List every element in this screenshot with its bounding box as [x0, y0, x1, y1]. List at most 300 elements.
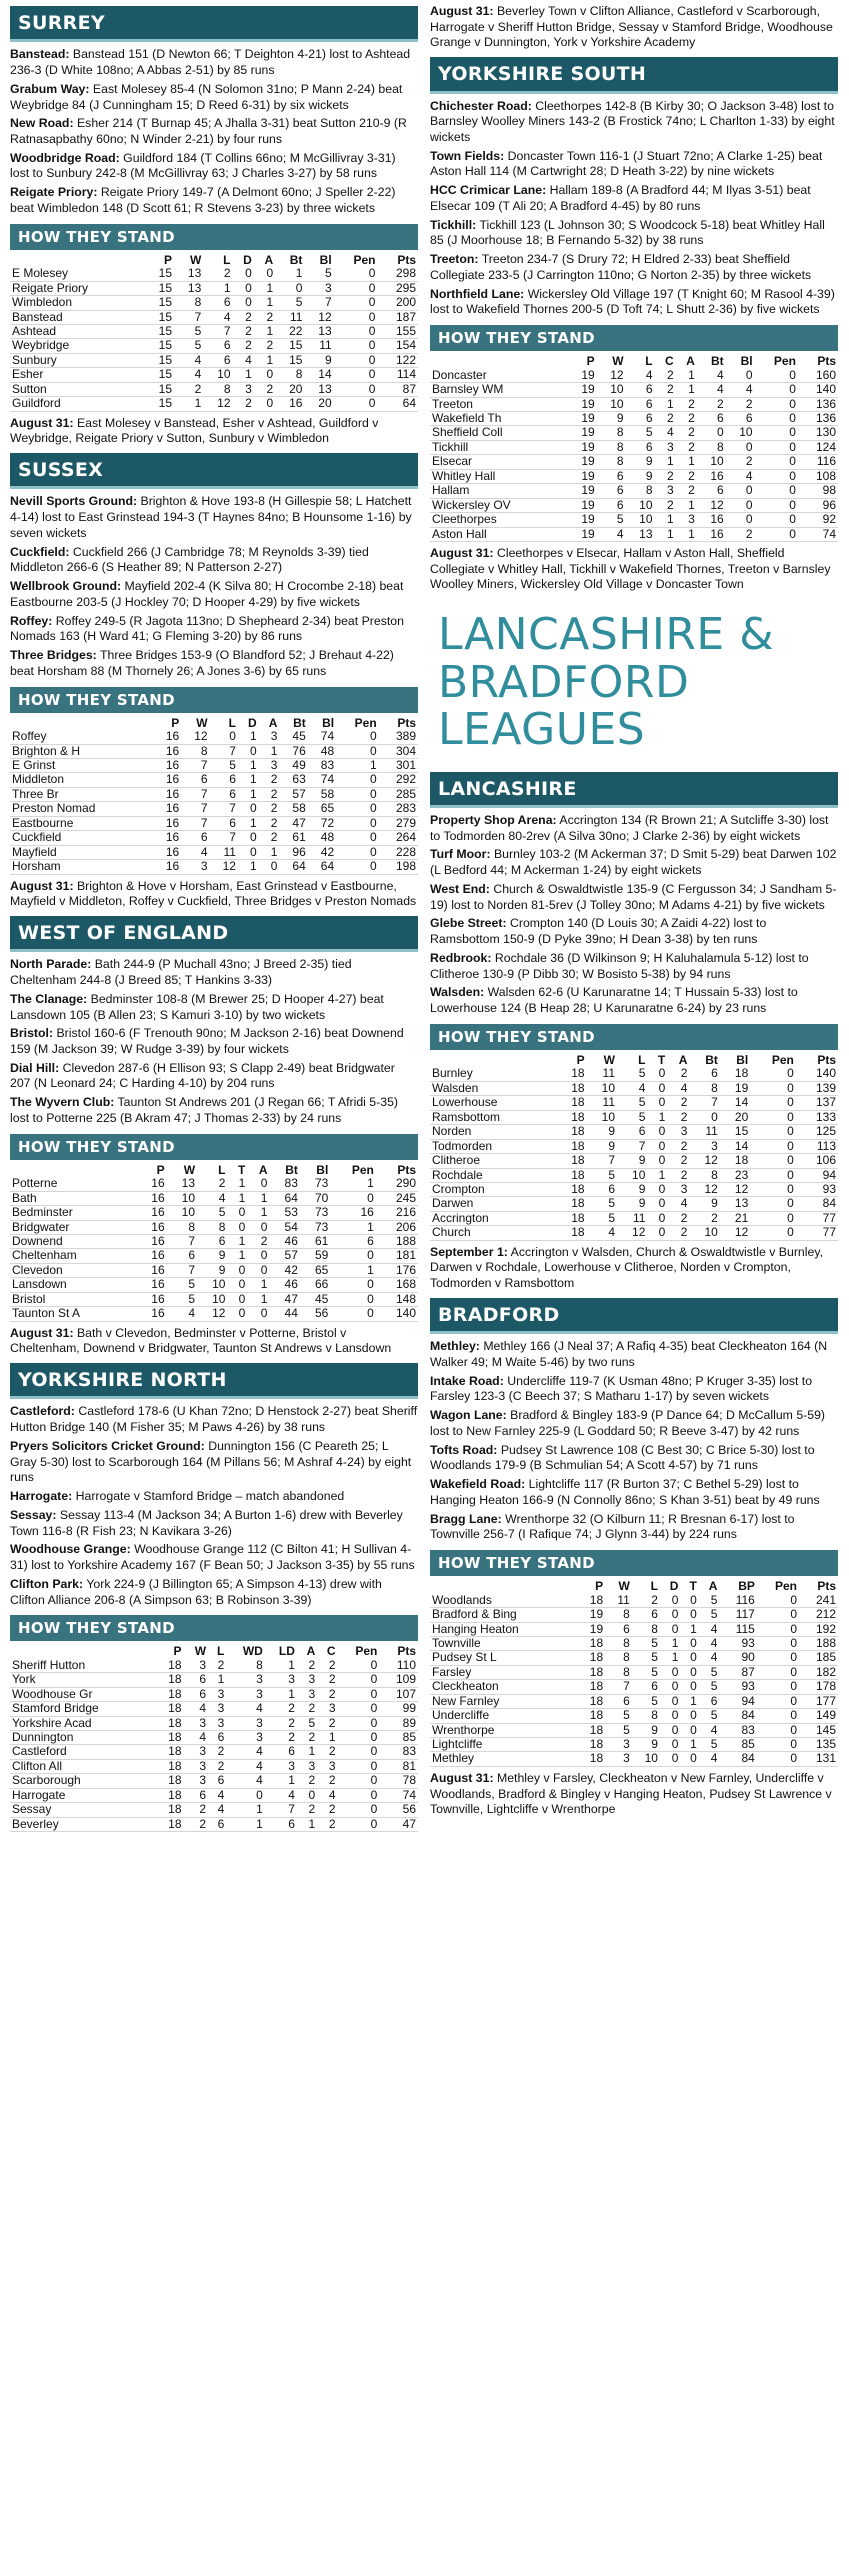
stat-cell: 94 [796, 1168, 838, 1182]
fixtures-list: Brighton & Hove v Horsham, East Grinstead v Eastbourne, Mayfield v Middleton, Roffey v Cuckfield, Three Bridges v Preston Nomads [10, 878, 417, 909]
stat-cell: 0 [247, 1220, 269, 1234]
team-name: Hallam [430, 484, 568, 498]
table-row [430, 1168, 838, 1182]
stat-cell: 2 [726, 455, 755, 469]
stat-cell: 6 [203, 353, 232, 367]
match-venue: Dial Hill: [10, 1060, 60, 1075]
stat-cell: 1 [275, 267, 304, 281]
match-report: Methley 166 (J Neal 37; A Rafiq 4-35) beat Cleckheaton 164 (N Walker 49; M Waite 5-46) by two runs [430, 1339, 828, 1369]
column-header: P [171, 715, 180, 730]
stat-cell: 5 [699, 1608, 720, 1622]
stat-cell: 12 [210, 860, 238, 874]
column-header: Bt [285, 1162, 298, 1177]
stat-cell: 12 [617, 1226, 647, 1240]
stat-cell: 0 [755, 498, 798, 512]
match-report: Bradford & Bingley 183-9 (P Dance 64; D McCallum 5-59) lost to New Farnley 225-9 (L Goddard 50; R Beeve 3-47) by 42 runs [430, 1408, 826, 1438]
team-name: Wrenthorpe [430, 1723, 577, 1737]
stat-cell: 72 [308, 816, 336, 830]
stat-cell: 15 [145, 267, 174, 281]
table-row [430, 484, 838, 498]
stat-cell: 16 [136, 1263, 166, 1277]
table-row [430, 455, 838, 469]
stat-cell: 3 [317, 1702, 337, 1716]
stat-cell: 0 [750, 1081, 796, 1095]
stat-cell: 8 [203, 382, 232, 396]
stat-cell: 66 [300, 1278, 330, 1292]
stat-cell: 0 [750, 1067, 796, 1081]
stat-cell: 0 [660, 1608, 681, 1622]
table-row [430, 412, 838, 426]
team-name: Ashtead [10, 325, 145, 339]
stat-cell: 0 [755, 455, 798, 469]
table-row [430, 1081, 838, 1095]
stat-cell: 8 [597, 440, 626, 454]
stat-cell: 0 [254, 397, 275, 411]
stat-cell: 16 [153, 831, 181, 845]
match-result [10, 1026, 418, 1057]
stat-cell: 0 [226, 1788, 265, 1802]
stat-cell: 5 [297, 1716, 317, 1730]
stat-cell: 6 [181, 773, 209, 787]
stat-cell: 1 [226, 1803, 265, 1817]
match-report: Taunton St Andrews 201 (J Regan 66; T Afridi 5-35) lost to Potterne 225 (B Akram 47; J Thomas 2-33) by 24 runs [10, 1095, 399, 1125]
league-title: BRADFORD [430, 1298, 838, 1334]
stat-cell: 6 [265, 1817, 297, 1831]
stat-cell: 3 [184, 1716, 209, 1730]
stat-cell: 1 [259, 845, 280, 859]
stat-cell: 19 [568, 412, 597, 426]
match-venue: Woodhouse Grange: [10, 1542, 131, 1557]
stat-cell: 6 [167, 1249, 197, 1263]
stat-cell: 10 [587, 1081, 617, 1095]
stat-cell: 0 [334, 310, 378, 324]
stat-cell: 4 [167, 1307, 197, 1321]
stat-cell: 1 [254, 353, 275, 367]
table-row [10, 281, 418, 295]
stat-cell: 18 [556, 1081, 586, 1095]
team-name: Banstead [10, 310, 145, 324]
stat-cell: 5 [304, 267, 333, 281]
stat-cell: 87 [719, 1665, 756, 1679]
column-header: L [218, 1162, 226, 1177]
stat-cell: 168 [376, 1278, 418, 1292]
fixtures-note [430, 1771, 838, 1818]
stat-cell: 4 [667, 1081, 689, 1095]
column-header: W [603, 1053, 615, 1067]
stat-cell: 5 [617, 1110, 647, 1124]
stat-cell: 0 [238, 845, 259, 859]
stat-cell: 0 [259, 860, 280, 874]
stat-cell: 6 [632, 1680, 660, 1694]
stat-cell: 6 [699, 1694, 720, 1708]
stat-cell: 182 [799, 1665, 838, 1679]
stat-cell: 2 [259, 787, 280, 801]
stat-cell: 0 [338, 1745, 380, 1759]
stat-cell: 16 [153, 860, 181, 874]
stat-cell: 3 [655, 440, 676, 454]
stat-cell: 8 [689, 1081, 719, 1095]
stat-cell: 9 [304, 353, 333, 367]
stat-cell: 18 [156, 1673, 184, 1687]
stat-cell: 16 [136, 1292, 166, 1306]
stat-cell: 4 [697, 369, 726, 383]
stat-cell: 4 [699, 1636, 720, 1650]
table-header-row [10, 1164, 418, 1177]
stat-cell: 3 [676, 513, 697, 527]
stat-cell: 0 [726, 484, 755, 498]
stat-cell: 92 [798, 513, 838, 527]
stat-cell: 16 [275, 397, 304, 411]
stat-cell: 9 [617, 1197, 647, 1211]
stat-cell: 0 [755, 426, 798, 440]
match-report: Banstead 151 (D Newton 66; T Deighton 4-21) lost to Ashtead 236-3 (D White 108no; A Abbas 2-51) by 85 runs [10, 47, 411, 78]
stat-cell: 16 [153, 773, 181, 787]
stat-cell: 1 [647, 1110, 667, 1124]
stat-cell: 6 [184, 1788, 209, 1802]
stat-cell: 16 [136, 1220, 166, 1234]
stat-cell: 0 [750, 1182, 796, 1196]
table-row [430, 1608, 838, 1622]
stat-cell: 5 [626, 426, 655, 440]
stat-cell: 1 [680, 1738, 698, 1752]
stat-cell: 304 [379, 744, 418, 758]
stat-cell: 5 [587, 1197, 617, 1211]
stat-cell: 0 [227, 1263, 247, 1277]
stat-cell: 0 [660, 1738, 681, 1752]
stat-cell: 8 [632, 1709, 660, 1723]
stat-cell: 1 [238, 773, 259, 787]
stat-cell: 301 [379, 759, 418, 773]
match-result [430, 985, 838, 1016]
team-name: Clevedon [10, 1263, 136, 1277]
match-venue: Roffey: [10, 613, 53, 628]
stat-cell: 16 [153, 787, 181, 801]
stat-cell: 16 [153, 816, 181, 830]
stat-cell: 0 [755, 369, 798, 383]
stat-cell: 0 [227, 1292, 247, 1306]
stat-cell: 2 [667, 1154, 689, 1168]
stat-cell: 5 [632, 1651, 660, 1665]
stat-cell: 0 [750, 1154, 796, 1168]
stat-cell: 3 [226, 1673, 265, 1687]
match-result [10, 957, 418, 988]
column-header: Pen [771, 1053, 794, 1067]
column-header: Pts [397, 715, 416, 730]
stat-cell: 18 [156, 1745, 184, 1759]
stat-cell: 42 [269, 1263, 299, 1277]
match-result [10, 1542, 418, 1573]
stat-cell: 18 [156, 1702, 184, 1716]
stat-cell: 10 [626, 498, 655, 512]
stat-cell: 16 [153, 802, 181, 816]
stat-cell: 18 [577, 1594, 605, 1608]
fixtures-date: August 31: [430, 545, 494, 560]
stat-cell: 7 [181, 787, 209, 801]
column-header: LD [278, 1644, 295, 1659]
stat-cell: 10 [203, 368, 232, 382]
stat-cell: 2 [676, 412, 697, 426]
stat-cell: 6 [726, 412, 755, 426]
stat-cell: 2 [208, 1759, 226, 1773]
match-result [10, 1577, 418, 1608]
stat-cell: 1 [317, 1731, 337, 1745]
stat-cell: 3 [184, 1774, 209, 1788]
column-header: L [645, 354, 653, 369]
stat-cell: 0 [755, 412, 798, 426]
stat-cell: 56 [379, 1803, 418, 1817]
stat-cell: 4 [181, 845, 209, 859]
stat-cell: 18 [156, 1759, 184, 1773]
team-name: Sessay [10, 1803, 156, 1817]
table-row [430, 440, 838, 454]
stat-cell: 16 [136, 1191, 166, 1205]
stat-cell: 10 [197, 1292, 227, 1306]
match-report: Three Bridges 153-9 (O Blandford 52; J Brehaut 4-22) beat Horsham 88 (M Thornely 26; A Jones 3-6) by 65 runs [10, 648, 394, 678]
stat-cell: 4 [197, 1191, 227, 1205]
match-result [430, 1374, 838, 1405]
stat-cell: 0 [680, 1594, 698, 1608]
stat-cell: 0 [338, 1774, 380, 1788]
match-venue: Glebe Street: [430, 916, 507, 931]
stat-cell: 5 [632, 1665, 660, 1679]
stat-cell: 19 [568, 498, 597, 512]
stat-cell: 15 [145, 281, 174, 295]
match-venue: HCC Crimicar Lane: [430, 183, 547, 198]
team-name: Norden [430, 1125, 556, 1139]
stat-cell: 0 [334, 339, 378, 353]
stat-cell: 0 [334, 353, 378, 367]
stat-cell: 73 [300, 1220, 330, 1234]
stat-cell: 0 [660, 1709, 681, 1723]
stat-cell: 0 [755, 397, 798, 411]
stat-cell: 6 [689, 1067, 719, 1081]
league-section [430, 57, 838, 593]
stat-cell: 19 [568, 455, 597, 469]
column-header: Bt [289, 252, 303, 267]
stat-cell: 8 [697, 440, 726, 454]
stat-cell: 59 [300, 1249, 330, 1263]
stat-cell: 7 [265, 1803, 297, 1817]
match-result [10, 614, 418, 645]
stat-cell: 122 [377, 353, 418, 367]
fixtures-list: Bath v Clevedon, Bedminster v Potterne, Bristol v Cheltenham, Downend v Bridgwater, Taunton St Andrews v Lansdown [10, 1325, 392, 1356]
table-header-row [10, 1645, 418, 1658]
match-result [430, 149, 838, 180]
stat-cell: 93 [719, 1636, 756, 1650]
stat-cell: 44 [269, 1307, 299, 1321]
match-result [430, 1512, 838, 1543]
table-row [430, 1622, 838, 1636]
stat-cell: 2 [265, 1731, 297, 1745]
stat-cell: 18 [577, 1694, 605, 1708]
table-row [10, 1235, 418, 1249]
stat-cell: 160 [798, 369, 838, 383]
column-header: P [576, 1053, 585, 1067]
column-header: Pen [774, 1579, 797, 1594]
stat-cell: 137 [796, 1096, 838, 1110]
stat-cell: 0 [238, 802, 259, 816]
stat-cell: 0 [757, 1752, 799, 1766]
standings-heading: HOW THEY STAND [10, 1615, 418, 1641]
stat-cell: 78 [379, 1774, 418, 1788]
match-result [430, 252, 838, 283]
stat-cell: 5 [617, 1096, 647, 1110]
fixtures-date: September 1: [430, 1244, 508, 1259]
stat-cell: 3 [297, 1759, 317, 1773]
stat-cell: 10 [626, 513, 655, 527]
stat-cell: 10 [597, 397, 626, 411]
column-header: D [248, 715, 257, 730]
column-header: Bt [711, 354, 724, 369]
stat-cell: 5 [699, 1709, 720, 1723]
stat-cell: 0 [680, 1651, 698, 1665]
stat-cell: 6 [697, 412, 726, 426]
match-report: Bedminster 108-8 (M Brewer 25; D Hooper 4-27) beat Lansdown 105 (B Allen 23; S Kamuri 3-10) by two wickets [10, 991, 384, 1022]
stat-cell: 10 [597, 383, 626, 397]
stat-cell: 5 [587, 1211, 617, 1225]
stat-cell: 15 [145, 310, 174, 324]
stat-cell: 65 [300, 1263, 330, 1277]
column-header: BP [738, 1579, 755, 1594]
fixtures-list: Accrington v Walsden, Church & Oswaldtwistle v Burnley, Darwen v Rochdale, Lowerhouse v Clitheroe, Norden v Crompton, Todmorden v Ramsbottom [430, 1244, 823, 1291]
stat-cell: 10 [726, 426, 755, 440]
stat-cell: 0 [334, 267, 378, 281]
stat-cell: 0 [233, 267, 254, 281]
stat-cell: 0 [647, 1182, 667, 1196]
stat-cell: 18 [720, 1154, 750, 1168]
stat-cell: 2 [254, 310, 275, 324]
stat-cell: 6 [210, 816, 238, 830]
team-name: Preston Nomad [10, 802, 153, 816]
team-name: Accrington [430, 1211, 556, 1225]
stat-cell: 0 [336, 802, 379, 816]
column-header: Pen [773, 354, 796, 369]
stat-cell: 83 [308, 759, 336, 773]
fixtures-note [10, 416, 418, 447]
match-venue: Property Shop Arena: [430, 813, 557, 827]
team-name: Three Br [10, 787, 153, 801]
stat-cell: 109 [379, 1673, 418, 1687]
stat-cell: 12 [304, 310, 333, 324]
table-header-row [10, 254, 418, 267]
column-header: D [669, 1579, 679, 1594]
stat-cell: 9 [597, 412, 626, 426]
stat-cell: 0 [750, 1096, 796, 1110]
stat-cell: 0 [338, 1702, 380, 1716]
match-report: Roffey 249-5 (R Jagota 113no; D Shepheard 2-34) beat Preston Nomads 163 (H Ward 41; G Fleming 3-20) by 86 runs [10, 613, 404, 644]
stat-cell: 6 [605, 1622, 632, 1636]
fixtures-list: East Molesey v Banstead, Esher v Ashtead, Guildford v Weybridge, Reigate Priory v Sutton, Sunbury v Wimbledon [10, 415, 379, 446]
match-result [430, 1339, 838, 1370]
stat-cell: 18 [577, 1752, 605, 1766]
team-name: Elsecar [430, 455, 568, 469]
stat-cell: 2 [259, 816, 280, 830]
table-row [10, 759, 418, 773]
stat-cell: 16 [136, 1307, 166, 1321]
stat-cell: 0 [330, 1278, 376, 1292]
stat-cell: 140 [376, 1307, 418, 1321]
team-name: Sutton [10, 382, 145, 396]
column-header: W [183, 1162, 196, 1177]
stat-cell: 18 [577, 1680, 605, 1694]
match-report: Mayfield 202-4 (K Silva 80; H Crocombe 2-18) beat Eastbourne 203-5 (J Hockley 70; D Hooper 4-29) by five wickets [10, 579, 404, 609]
stat-cell: 83 [379, 1745, 418, 1759]
fixtures-list: Beverley Town v Clifton Alliance, Castleford v Scarborough, Harrogate v Sheriff Hutton Bridge, Sessay v Stamford Bridge, Woodhouse Grange v Dunnington, York v Yorkshire Academy [430, 4, 833, 50]
league-title: LANCASHIRE [430, 772, 838, 808]
stat-cell: 4 [655, 426, 676, 440]
stat-cell: 0 [680, 1723, 698, 1737]
stat-cell: 8 [197, 1220, 227, 1234]
stat-cell: 9 [197, 1263, 227, 1277]
stat-cell: 6 [626, 412, 655, 426]
standings-heading: HOW THEY STAND [430, 325, 838, 351]
match-venue: Wagon Lane: [430, 1408, 507, 1423]
stat-cell: 0 [336, 816, 379, 830]
stat-cell: 1 [247, 1278, 269, 1292]
stat-cell: 135 [799, 1738, 838, 1752]
stat-cell: 20 [720, 1110, 750, 1124]
column-header: T [689, 1579, 697, 1594]
stat-cell: 4 [626, 369, 655, 383]
column-header: Pts [397, 252, 416, 267]
stat-cell: 58 [279, 802, 307, 816]
league-section [10, 6, 418, 447]
column-header [10, 254, 145, 267]
stat-cell: 12 [697, 498, 726, 512]
stat-cell: 9 [617, 1182, 647, 1196]
stat-cell: 3 [226, 1731, 265, 1745]
stat-cell: 1 [655, 397, 676, 411]
stat-cell: 0 [680, 1752, 698, 1766]
stat-cell: 178 [799, 1680, 838, 1694]
team-name: Undercliffe [430, 1709, 577, 1723]
fixtures-note [430, 546, 838, 593]
column-header [10, 1164, 136, 1177]
stat-cell: 2 [655, 383, 676, 397]
stat-cell: 1 [265, 1687, 297, 1701]
stat-cell: 15 [145, 353, 174, 367]
stat-cell: 9 [587, 1139, 617, 1153]
stat-cell: 0 [338, 1759, 380, 1773]
stat-cell: 6 [597, 484, 626, 498]
match-result [10, 648, 418, 679]
table-row [10, 1817, 418, 1831]
stat-cell: 0 [330, 1292, 376, 1306]
stat-cell: 2 [297, 1774, 317, 1788]
stat-cell: 7 [181, 816, 209, 830]
team-name: Lowerhouse [430, 1096, 556, 1110]
stat-cell: 7 [210, 831, 238, 845]
stat-cell: 22 [275, 325, 304, 339]
stat-cell: 20 [304, 397, 333, 411]
stat-cell: 2 [667, 1067, 689, 1081]
stat-cell: 1 [660, 1651, 681, 1665]
table-row [10, 339, 418, 353]
stat-cell: 2 [317, 1716, 337, 1730]
table-row [430, 1067, 838, 1081]
stat-cell: 115 [719, 1622, 756, 1636]
stat-cell: 15 [275, 339, 304, 353]
stat-cell: 4 [208, 1788, 226, 1802]
stat-cell: 2 [676, 469, 697, 483]
stat-cell: 45 [279, 730, 307, 744]
table-row [10, 744, 418, 758]
stat-cell: 0 [750, 1211, 796, 1225]
table-row [10, 296, 418, 310]
match-report: Reigate Priory 149-7 (A Delmont 60no; J Speller 2-22) beat Wimbledon 148 (D Scott 61; R Stevens 3-23) by three wickets [10, 185, 396, 215]
match-report: Cleethorpes 142-8 (B Kirby 30; O Jackson 3-48) lost to Barnsley Woolley Miners 143-2 (B Frostick 74no; L Charlton 1-33) by eight wickets [430, 98, 835, 144]
column-header: WD [242, 1644, 263, 1659]
